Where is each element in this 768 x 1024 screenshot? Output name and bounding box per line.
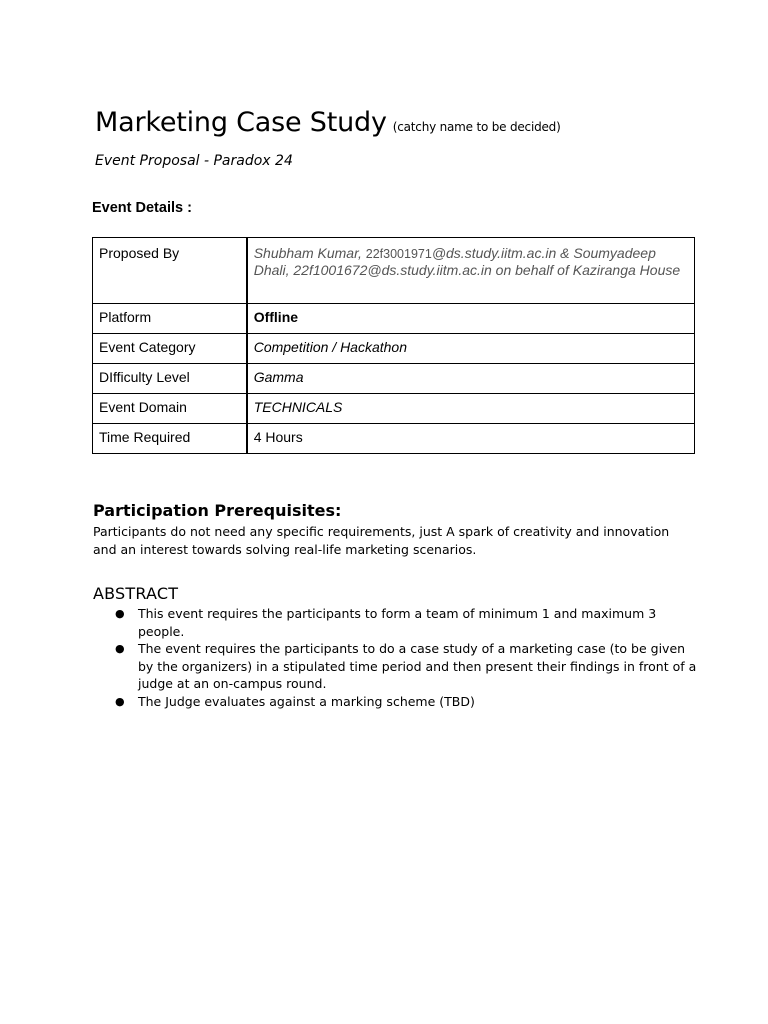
bullet-icon: ● [115,694,125,708]
list-item-text: This event requires the participants to form a team of minimum 1 and maximum 3 people. [138,606,657,639]
prerequisites-heading: Participation Prerequisites: [93,501,342,520]
event-details-table [92,237,695,454]
document-title [95,103,561,147]
title-text: Marketing Case Study [95,107,387,138]
table-key-cell: Time Required [93,424,247,454]
table-key-cell: Proposed By [93,238,247,304]
platform-value: Offline [247,304,695,334]
abstract-heading: ABSTRACT [93,584,179,603]
title-note: (catchy name to be decided) [392,120,561,134]
bullet-icon: ● [115,607,125,620]
list-item [93,693,703,711]
table-row [93,304,695,334]
proposer-details: @ds.study.iitm.ac.in & Soumyadeep Dhali, 22f1001672@ds.study.iitm.ac.in on behalf of Kaziranga House [253,245,681,278]
table-row [93,424,695,454]
table-key-cell: Event Domain [93,394,247,424]
proposed-by-value [247,238,695,304]
event-details-label: Event Details : [92,200,192,216]
event-domain-value: TECHNICALS [247,394,695,424]
event-category-value: Competition / Hackathon [247,334,695,364]
difficulty-level-value: Gamma [247,364,695,394]
prerequisites-text: Participants do not need any specific requirements, just A spark of creativity and innovation and an interest towards solving real-life marketing scenarios. [93,524,670,557]
list-item-text: The Judge evaluates against a marking scheme (TBD) [138,693,475,709]
abstract-list [93,605,703,710]
table-row [93,364,695,394]
table-key-cell: DIfficulty Level [93,364,247,394]
table-row [93,334,695,364]
table-key-cell: Platform [93,304,247,334]
list-item [93,605,703,640]
proposer-id: 22f3001971 [365,247,432,261]
bullet-icon: ● [115,642,125,655]
table-row [93,238,695,304]
table-key-cell: Event Category [93,334,247,364]
list-item [93,640,703,693]
table-row [93,394,695,424]
proposer-name: Shubham Kumar, [253,245,366,261]
document-subtitle: Event Proposal - Paradox 24 [95,153,293,169]
time-required-value: 4 Hours [247,424,695,454]
list-item-text: The event requires the participants to do a case study of a marketing case (to be given by the organizers) in a stipulated time period and then present their findings in front of a judge at an on-campus round. [138,641,697,691]
